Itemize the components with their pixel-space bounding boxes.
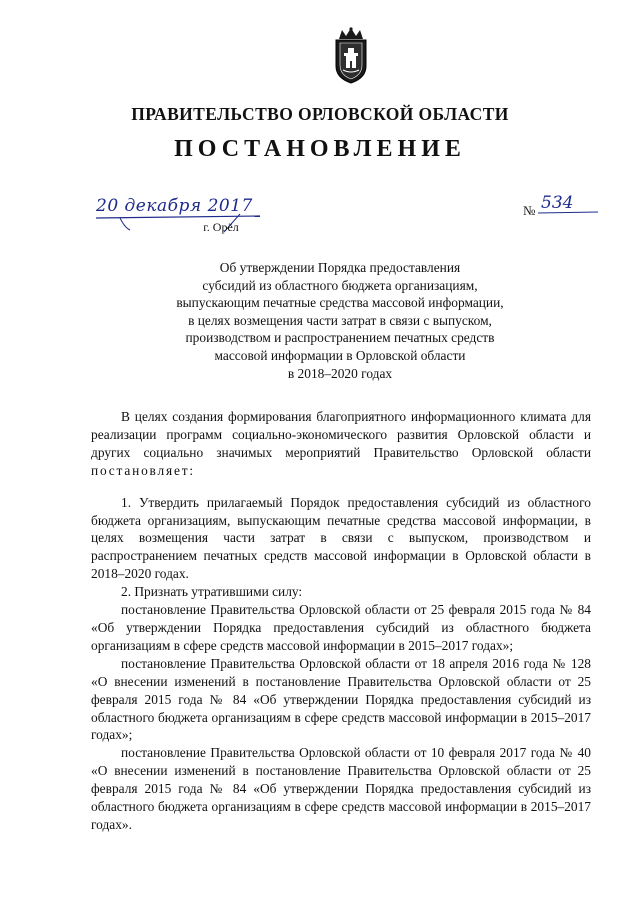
handwritten-date: 20 декабря 2017 [96,196,253,216]
repealed-act-paragraph: постановление Правительства Орловской области от 18 апреля 2016 года № 128 «О внесении изменений в постановление Правительства Орловской области от 25 февраля 2015 года № 84 «Об утверждении Порядка предоставления субсидий из областного бюджета организациям в сфере средств массовой информации в 2015–2017 годах»; [91,655,591,743]
subject-line: субсидий из областного бюджета организациям, [202,277,478,293]
item-1-paragraph: 1. Утвердить прилагаемый Порядок предоставления субсидий из областного бюджета организациям, выпускающим печатные средства массовой информации, в целях возмещения части затрат в связи с выпуском, производством и распространением печатных средств массовой информации в Орловской области в 2018–2020 годах. [91,494,591,582]
subject-line: производством и распространением печатных средств [185,330,495,346]
subject-line: выпускающим печатные средства массовой информации, [176,295,504,311]
repealed-act-paragraph: постановление Правительства Орловской области от 10 февраля 2017 года № 40 «О внесении изменений в постановление Правительства Орловской области от 25 февраля 2015 года № 84 «Об утверждении Порядка предоставления субсидий из областного бюджета организациям в сфере средств массовой информации в 2015–2017 годах». [91,745,591,832]
preamble-text: В целях создания формирования благоприятного информационного климата для реализации программ социально-экономического развития Орловской области и других социально значимых мероприятий Правительство Орловской области [91,409,591,460]
preamble-colon: : [189,462,194,478]
city-text: г. Орёл [203,220,239,234]
repealed-act-paragraph: постановление Правительства Орловской области от 25 февраля 2015 года № 84 «Об утверждении Порядка предоставления субсидий из областного бюджета организациям в сфере средств массовой информации в 2015–2017 годах»; [91,602,591,653]
subject-line: в 2018–2020 годах [287,365,393,381]
government-title: ПРАВИТЕЛЬСТВО ОРЛОВСКОЙ ОБЛАСТИ [131,104,509,124]
coat-of-arms-icon [326,26,376,86]
city-label [0,220,640,235]
subject-line: в целях возмещения части затрат в связи с выпуском, [188,312,492,328]
number-underline [538,210,600,216]
subject-line: массовой информации в Орловской области [214,347,466,363]
decree-verb: постановляет [91,462,190,478]
document-type-title: ПОСТАНОВЛЕНИЕ [174,136,466,162]
number-label: № [523,203,536,218]
document-subject [120,259,560,382]
handwritten-number: 534 [541,193,574,213]
preamble-paragraph [91,408,591,480]
item-2-paragraph: 2. Признать утратившими силу: [121,584,303,600]
paragraph-gap [91,480,591,494]
document-body [91,408,591,834]
subject-line: Об утверждении Порядка предоставления [219,260,461,275]
